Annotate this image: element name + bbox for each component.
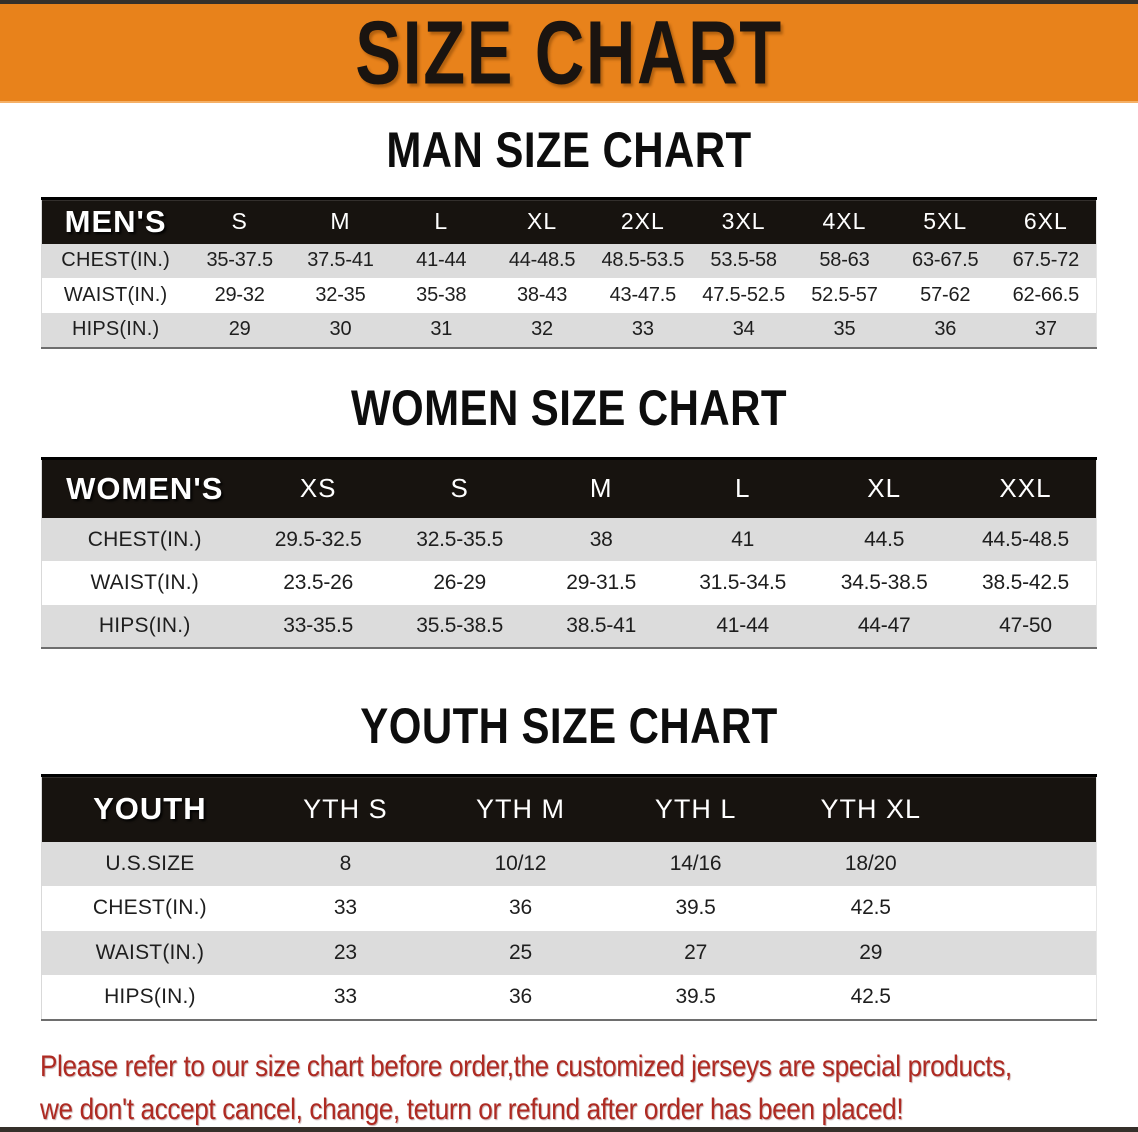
size-cell: 29 <box>859 940 883 964</box>
size-cell: 38.5-42.5 <box>982 571 1069 595</box>
column-header: S <box>450 473 469 504</box>
size-cell: 36 <box>508 896 532 920</box>
column-header: XS <box>299 473 337 504</box>
size-cell: 31 <box>430 318 453 341</box>
youth-size-table <box>41 774 1097 1021</box>
women-table-head <box>42 458 1097 518</box>
women-size-table <box>41 457 1097 650</box>
size-cell: 44-48.5 <box>508 249 576 272</box>
size-cell: 47-50 <box>999 614 1052 638</box>
size-cell: 27 <box>684 940 708 964</box>
size-cell: 32 <box>531 318 553 341</box>
size-cell: 37.5-41 <box>307 249 374 272</box>
size-cell: 44.5 <box>864 527 905 551</box>
filler-cell <box>958 975 1096 1020</box>
size-cell: 18/20 <box>844 851 897 875</box>
size-cell: 67.5-72 <box>1012 249 1080 272</box>
size-cell: 38-43 <box>516 284 568 307</box>
size-cell: 42.5 <box>850 984 891 1008</box>
size-cell: 30 <box>329 318 352 341</box>
size-cell: 47.5-52.5 <box>702 284 785 307</box>
youth-table-head <box>42 776 1097 842</box>
size-cell: 57-62 <box>920 284 971 307</box>
men-table-head <box>42 199 1097 244</box>
table-row <box>42 278 1097 313</box>
size-cell: 29-32 <box>214 284 265 307</box>
table-row <box>42 842 1097 887</box>
size-cell: 33 <box>333 896 357 920</box>
men-table-body <box>42 244 1097 348</box>
row-label: HIPS(IN.) <box>98 614 191 638</box>
size-cell: 14/16 <box>669 851 722 875</box>
table-row <box>42 561 1097 604</box>
column-header: M <box>589 473 613 504</box>
size-cell: 39.5 <box>675 984 716 1008</box>
table-header-row <box>42 776 1097 842</box>
size-cell: 36 <box>508 984 532 1008</box>
women-size-section <box>0 379 1138 650</box>
table-header-row <box>42 199 1097 244</box>
size-cell: 38 <box>589 527 613 551</box>
column-header: XXL <box>999 473 1052 504</box>
size-cell: 44.5-48.5 <box>982 527 1069 551</box>
column-header: YTH S <box>303 793 388 824</box>
row-label: WAIST(IN.) <box>95 940 205 964</box>
size-cell: 35-38 <box>416 284 467 307</box>
column-header: L <box>434 208 449 235</box>
filler-cell <box>958 842 1096 887</box>
row-label: HIPS(IN.) <box>104 984 196 1008</box>
size-cell: 35.5-38.5 <box>416 614 504 638</box>
size-cell: 39.5 <box>675 896 716 920</box>
column-header: YTH XL <box>820 793 921 824</box>
column-header: L <box>734 473 751 504</box>
size-cell: 42.5 <box>850 896 891 920</box>
size-cell: 33 <box>631 318 654 341</box>
table-row <box>42 244 1097 279</box>
table-row <box>42 931 1097 976</box>
size-cell: 44-47 <box>857 614 911 638</box>
column-header: XL <box>867 473 902 504</box>
size-cell: 25 <box>508 940 532 964</box>
size-cell: 33 <box>333 984 357 1008</box>
size-cell: 62-66.5 <box>1012 284 1080 307</box>
size-cell: 36 <box>934 318 957 341</box>
youth-table-body <box>42 842 1097 1020</box>
notice-line-2: we don't accept cancel, change, teturn or refund after order has been placed! <box>40 1092 904 1126</box>
men-size-section <box>0 122 1138 349</box>
size-cell: 41-44 <box>416 249 467 272</box>
size-cell: 58-63 <box>819 249 870 272</box>
size-cell: 8 <box>339 851 352 875</box>
charts-area <box>0 122 1138 1021</box>
size-cell: 29-31.5 <box>566 571 637 595</box>
table-corner-label: YOUTH <box>93 791 207 827</box>
table-row <box>42 975 1097 1020</box>
column-header: 6XL <box>1023 208 1068 235</box>
size-cell: 35 <box>833 318 856 341</box>
table-row <box>42 886 1097 931</box>
column-header: 4XL <box>822 208 867 235</box>
table-row <box>42 518 1097 561</box>
size-cell: 23.5-26 <box>283 571 354 595</box>
row-label: HIPS(IN.) <box>71 318 160 341</box>
size-cell: 48.5-53.5 <box>601 249 685 272</box>
size-cell: 43-47.5 <box>609 284 677 307</box>
column-header: 3XL <box>721 208 766 235</box>
size-cell: 38.5-41 <box>566 614 637 638</box>
column-header: YTH M <box>475 793 565 824</box>
table-row <box>42 605 1097 648</box>
size-cell: 26-29 <box>433 571 487 595</box>
column-header: 5XL <box>923 208 968 235</box>
row-label: WAIST(IN.) <box>63 284 168 307</box>
column-header: S <box>231 208 248 235</box>
size-cell: 29 <box>228 318 251 341</box>
men-section-heading: MAN SIZE CHART <box>386 122 752 178</box>
men-size-table <box>41 197 1097 349</box>
row-label: U.S.SIZE <box>105 851 195 875</box>
column-header: 2XL <box>620 208 665 235</box>
row-label: CHEST(IN.) <box>61 249 170 272</box>
order-notice <box>40 1045 1120 1131</box>
row-label: CHEST(IN.) <box>92 896 207 920</box>
filler-cell <box>958 886 1096 931</box>
banner <box>0 1 1138 103</box>
column-header: XL <box>526 208 558 235</box>
row-label: WAIST(IN.) <box>90 571 199 595</box>
size-cell: 63-67.5 <box>912 249 979 272</box>
table-corner-label: WOMEN'S <box>66 470 224 506</box>
row-label: CHEST(IN.) <box>87 527 202 551</box>
size-cell: 37 <box>1034 318 1057 341</box>
size-cell: 34.5-38.5 <box>840 571 928 595</box>
size-cell: 41-44 <box>716 614 770 638</box>
size-cell: 32.5-35.5 <box>416 527 504 551</box>
column-header: YTH L <box>654 793 737 824</box>
notice-line-1: Please refer to our size chart before order,the customized jerseys are special products, <box>40 1049 1012 1083</box>
page-title: SIZE CHART <box>355 1 783 103</box>
size-cell: 32-35 <box>315 284 366 307</box>
column-header: M <box>330 208 351 235</box>
table-header-row <box>42 458 1097 518</box>
size-cell: 29.5-32.5 <box>274 527 362 551</box>
filler-cell <box>958 776 1096 842</box>
women-table-body <box>42 518 1097 648</box>
table-corner-label: MEN'S <box>64 203 167 239</box>
size-cell: 35-37.5 <box>206 249 273 272</box>
table-row <box>42 313 1097 348</box>
women-section-heading: WOMEN SIZE CHART <box>350 379 788 436</box>
size-cell: 34 <box>732 318 755 341</box>
size-cell: 52.5-57 <box>811 284 878 307</box>
size-cell: 31.5-34.5 <box>699 571 787 595</box>
size-cell: 23 <box>333 940 357 964</box>
size-cell: 41 <box>731 527 755 551</box>
youth-section-heading: YOUTH SIZE CHART <box>360 698 778 755</box>
size-cell: 33-35.5 <box>283 614 354 638</box>
youth-size-section <box>0 698 1138 1021</box>
size-cell: 53.5-58 <box>710 249 777 272</box>
size-cell: 10/12 <box>494 851 547 875</box>
filler-cell <box>958 931 1096 976</box>
